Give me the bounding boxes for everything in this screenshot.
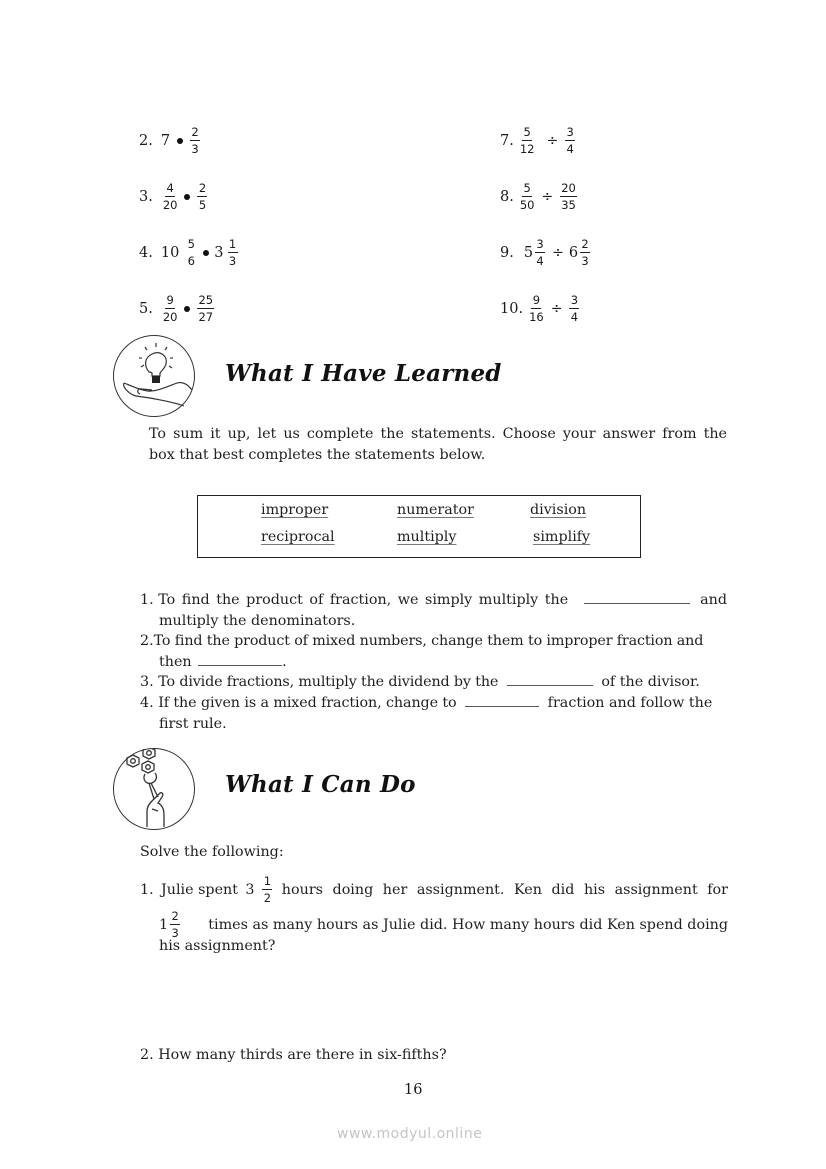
whole-number: 10	[160, 245, 180, 261]
fraction: $\frac{2}{3}$	[171, 908, 179, 940]
fraction: $\frac{3}{4}$	[536, 236, 544, 268]
word-option: multiply	[397, 529, 457, 545]
whole-number: 6	[568, 245, 579, 261]
item-number: 3.	[140, 674, 154, 690]
statement-2: 2.To find the product of mixed numbers, change them to improper fraction and then .	[140, 633, 704, 670]
fraction: $\frac{9}{16}$	[529, 292, 544, 324]
exercise-item-8	[500, 177, 579, 217]
multiply-dot-icon	[177, 138, 183, 144]
multiply-dot-icon	[184, 306, 190, 312]
divide-icon: ÷	[552, 245, 564, 261]
page-number: 16	[404, 1082, 423, 1098]
exercise-item-2	[139, 121, 202, 161]
answer-blank[interactable]	[507, 684, 593, 686]
can-do-instruction: Solve the following:	[140, 844, 284, 860]
item-number: 4.	[139, 245, 153, 261]
problem-2: 2. How many thirds are there in six-fifths?	[140, 1047, 447, 1063]
word-option: improper	[261, 502, 329, 518]
section-title-learned: What I Have Learned	[225, 360, 502, 387]
item-number: 10.	[500, 301, 524, 317]
multiply-dot-icon	[203, 250, 209, 256]
exercise-item-10	[500, 289, 581, 329]
section-title-can-do: What I Can Do	[225, 771, 416, 798]
word-option: numerator	[397, 502, 474, 518]
answer-blank[interactable]	[584, 602, 690, 604]
fraction: $\frac{2}{3}$	[191, 124, 199, 156]
multiply-dot-icon	[184, 194, 190, 200]
fraction: $\frac{1}{2}$	[263, 873, 272, 905]
answer-blank[interactable]	[465, 705, 539, 707]
fraction: $\frac{4}{20}$	[162, 180, 178, 212]
problem-1: 1. Julie spent 3 $\frac{1}{2}$ hours doing her assignment. Ken did his assignment for 1 $\frac{2}{3}$ times as many hours as Julie did. How many hours did Ken spend doing his assignment?	[140, 873, 728, 954]
whole-number: 5	[523, 245, 534, 261]
wrench-icon	[114, 749, 194, 829]
item-number: 2.	[139, 133, 153, 149]
word-bank-box	[197, 495, 641, 558]
lightbulb-icon	[114, 336, 194, 416]
statement-3: 3. To divide fractions, multiply the dividend by the of the divisor.	[140, 674, 700, 690]
item-number: 2.	[140, 1047, 154, 1063]
divide-icon: ÷	[541, 189, 554, 205]
fraction: $\frac{3}{4}$	[566, 124, 574, 156]
fraction: $\frac{3}{4}$	[570, 292, 579, 324]
item-number: 7.	[500, 133, 514, 149]
exercise-item-4	[139, 233, 240, 273]
item-number: 1.	[140, 881, 154, 898]
fraction: $\frac{20}{35}$	[561, 180, 576, 212]
statement-1: 1. To find the product of fraction, we simply multiply the and multiply the denominators.	[140, 592, 727, 629]
fraction: $\frac{1}{3}$	[228, 236, 237, 268]
item-number: 2.	[140, 633, 154, 649]
word-option: simplify	[533, 529, 591, 545]
intro-line: To sum it up, let us complete the statements. Choose your answer from the	[149, 426, 727, 442]
answer-blank[interactable]	[198, 664, 282, 666]
fraction: $\frac{2}{5}$	[198, 180, 207, 212]
exercise-item-7	[500, 121, 577, 161]
statement-4: 4. If the given is a mixed fraction, change to fraction and follow the first rule.	[140, 695, 713, 732]
intro-line: box that best completes the statements below.	[149, 446, 486, 463]
fraction: $\frac{2}{3}$	[581, 236, 589, 268]
fraction: 5 6	[187, 237, 195, 268]
divide-icon: ÷	[550, 301, 563, 317]
fraction: $\frac{5}{12}$	[519, 124, 535, 156]
exercise-item-9	[500, 233, 592, 273]
wrench-hand-icon	[113, 748, 195, 830]
learned-intro	[149, 424, 727, 465]
watermark: www.modyul.online	[337, 1126, 483, 1142]
fraction: $\frac{9}{20}$	[162, 292, 178, 324]
lightbulb-hand-icon	[113, 335, 195, 417]
word-option: reciprocal	[261, 529, 335, 545]
item-number: 4.	[140, 695, 154, 711]
whole-number: 7	[160, 133, 171, 149]
item-number: 3.	[139, 189, 153, 205]
item-number: 5.	[139, 301, 153, 317]
fraction: $\frac{25}{27}$	[198, 292, 214, 324]
exercise-item-3	[139, 177, 209, 217]
item-number: 8.	[500, 189, 514, 205]
item-number: 9.	[500, 245, 514, 261]
divide-icon: ÷	[546, 133, 559, 149]
whole-number: 3	[214, 245, 224, 261]
exercise-item-5	[139, 289, 216, 329]
word-option: division	[530, 502, 587, 518]
fraction: $\frac{5}{50}$	[519, 180, 535, 212]
item-number: 1.	[140, 592, 154, 608]
